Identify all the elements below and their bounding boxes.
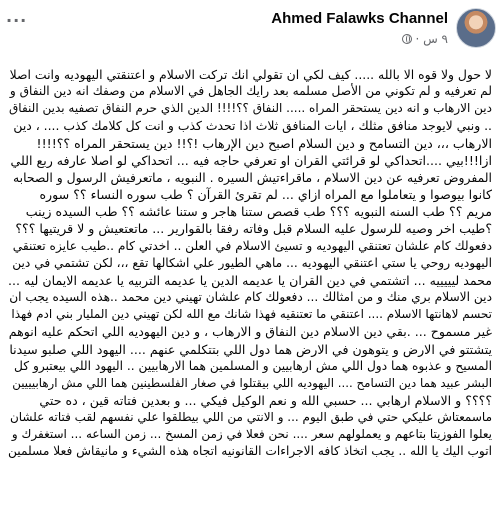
globe-icon	[402, 34, 412, 44]
post-line: .. ونبي لايوجد منافق مثلك ، ايات المنافق ثلاث اذا تحدث كذب و انت كل كلامك كذب .... ، دين	[13, 118, 492, 134]
post-line: يعلوا الفوزيتا بتاعهم و يعملولهم سعر .... نحن فعلا في زمن المسخ ... زمن الساعه ... استغفرك و	[11, 427, 492, 442]
post-line: المسيح و عذبوه هما دول اللي مش ارهابيين و المسلمين هما الارهابيين .. اليهود اللي بيعتبرو كل	[14, 358, 492, 373]
post-line: غير مسموح ... .بقي دين الاسلام دين النفاق و الارهاب ، و دين اليهوديه اللي اتحكم عليه انوهم	[8, 324, 492, 340]
post-line: دفعولك كام علشان تعتنقي اليهوديه و تسيئ الاسلام في العلن .. اخدتي كام ..طيب عايزه تعتنقي	[12, 238, 492, 253]
post-line: المفروض تعرفيه عن دين الاسلام ، ماقراءتيش السيره . النبويه ، ماتعرفيش الرسول و الصحابه	[12, 169, 492, 185]
post-body	[8, 66, 492, 520]
post-line: ؟طيب اخر وصيه للرسول عليه السلام قبل وفاته رفقا بالقوارير ... ماتعتعيش و لا قريتيها ؟؟؟	[15, 221, 492, 237]
post-line: لا حول ولا قوه الا بالله ..... كيف لكي ان تقولي انك تركت الاسلام و اعتنقتي اليهوديه وانت اصلا	[9, 67, 492, 82]
post-line: تحسم لاهانتها الاسلام .... اعتنقي ما تعتنقيه فهذا شانك مع الله لكن تهيني دين المليار بني ادم فهذا	[11, 307, 492, 322]
post-line: دين الارهاب و انه دين يستحقر المراه ..... النفاق ؟؟!!!! الدين الذي حرم النفاق تصفيه بدين النفاق	[9, 101, 492, 116]
post-line: لم تعرفيه و لم تكوني من الأصل مسلمه بعد رايك الجاهل في الاسلام من وصفك انه دين النفاق و	[9, 84, 492, 99]
author-name[interactable]: Ahmed Falawks Channel	[271, 10, 448, 27]
post-meta	[399, 32, 448, 46]
post-line: البشر عبيد هما دين التسامح .... اليهوديه اللي بيقتلوا في صغار الفلسطينين هما اللي مش ارهابيييين	[12, 375, 492, 390]
post-line: الارهاب ،،، دين التسامح و دين السلام اصبح دين الإرهاب !؟!! دين يستحقر المراه ؟؟!!!!	[36, 135, 492, 151]
author-avatar[interactable]	[456, 8, 496, 48]
post-line: ازا!!!بيي ....اتحداكي لو قرائتي القران او تعرفي حاجه فيه ... اتحداكي لو اصلا عارفه ربع اللي	[10, 152, 492, 168]
post-line: يتشتتو في الارض و يتوهون في الارض هما دول اللي بتتكلمي عنهم .... اليهود اللي صلبو سيدنا	[9, 341, 492, 357]
post-header	[0, 8, 500, 58]
post-timestamp[interactable]: ٩ س ·	[415, 32, 448, 46]
post-line: ماسمعتاش عليكي حتي في طبق اليوم ... و الانتي من اللي بيطلقوا علي نفسهم لقب فتاته علشان	[9, 410, 492, 425]
post-line: مريم ؟؟ طب السنه النبويه ؟؟؟ طب قصص ستنا هاجر و ستنا عائشه ؟؟ طب السيده زينب	[25, 204, 492, 220]
post-line: اتوب اليك يا الله .. يجب اتخاذ كافه الاجراءات القانونيه اتجاه هذه الشيء و مانيقاش فعلا مسلمين	[8, 444, 492, 459]
post-line: محمد ليييييه ... اتشتمي في دين القران يا عديمه الدين يا عديمه التربيه يا عديمه الايمان ليه ...	[8, 272, 492, 288]
post-line: دين الاسلام بري منك و من امثالك ... دفعولك كام علشان تهيني دين محمد ..هذه السيده يجب ان	[9, 290, 492, 305]
more-dots-icon[interactable]: ···	[6, 11, 28, 30]
post-line: كانوا بيوصوا و يتعاملوا مع المراه ازاي ... لم تقرئ القرآن ؟ طب سوره النساء ؟؟ سوره	[39, 187, 492, 203]
post-line: اليهوديه روحي يا ستي اعتنقي اليهوديه ... ماهي الطيور علي اشكالها تقع ،،، لكن تشتمي في دين	[12, 255, 492, 270]
post-line: ؟؟؟؟ و الاسلام ارهابي ... حسبي الله و نعم الوكيل فيكي ... و بعدين فتاته قين ، ده حتي	[39, 392, 492, 408]
